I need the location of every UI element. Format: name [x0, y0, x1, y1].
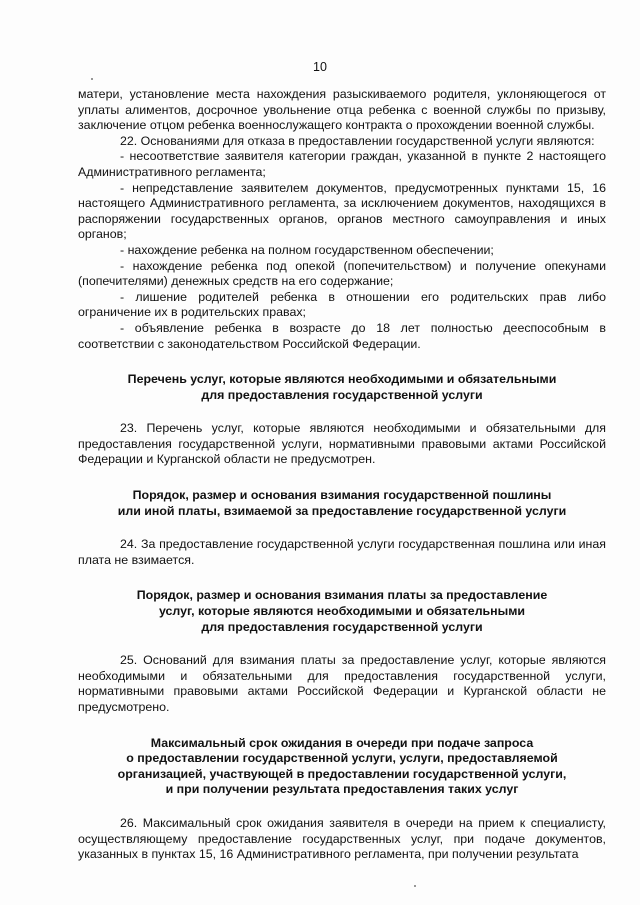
list-item: - непредставление заявителем документов, предусмотренных пунктами 15, 16 настоящего Административного регламента, за исключением документов, находящихся в распоряжении государственных органов, органов местного самоуправления и иных органов;	[78, 180, 606, 242]
section-heading	[78, 736, 606, 798]
heading-line: Порядок, размер и основания взимания государственной пошлины	[132, 488, 552, 503]
section-heading	[78, 488, 606, 519]
heading-line: и при получении результата предоставления таких услуг	[165, 782, 519, 797]
paragraph-26: 26. Максимальный срок ожидания заявителя в очереди на прием к специалисту, осуществляющему предоставление государственных услуг, при подаче документов, указанных в пунктах 15, 16 Административного регламента, при получении результата	[78, 815, 606, 862]
page-number: 10	[313, 60, 327, 74]
list-item: - нахождение ребенка под опекой (попечительством) и получение опекунами (попечителями) денежных средств на его содержание;	[78, 258, 606, 289]
document-body	[78, 87, 606, 863]
heading-line: услуг, которые являются необходимыми и обязательными	[158, 604, 526, 619]
heading-line: организацией, участвующей в предоставлении государственной услуги,	[117, 766, 567, 781]
paragraph-23: 23. Перечень услуг, которые являются необходимыми и обязательными для предоставления государственной услуги, нормативными правовыми актами Российской Федерации и Курганской области не предусмотрен.	[78, 421, 606, 467]
section-heading	[78, 372, 606, 403]
list-item: - нахождение ребенка на полном государственном обеспечении;	[120, 242, 494, 257]
section-heading	[78, 588, 606, 635]
heading-line: о предоставлении государственной услуги, услуги, предоставляемой	[126, 751, 558, 766]
heading-line: Максимальный срок ожидания в очереди при подаче запроса	[150, 735, 534, 750]
heading-line: или иной платы, взимаемой за предоставление государственной услуги	[117, 503, 567, 518]
heading-line: для предоставления государственной услуги	[201, 387, 483, 402]
list-item: - несоответствие заявителя категории граждан, указанной в пункте 2 настоящего Административного регламента;	[78, 149, 606, 179]
paragraph-22: 22. Основаниями для отказа в предоставлении государственной услуги являются:	[120, 133, 595, 148]
scan-speck	[91, 78, 93, 80]
heading-line: Перечень услуг, которые являются необходимыми и обязательными	[127, 372, 557, 387]
list-item: - объявление ребенка в возрасте до 18 лет полностью дееспособным в соответствии с законодательством Российской Федерации.	[78, 320, 606, 351]
paragraph-25: 25. Оснований для взимания платы за предоставление услуг, которые являются необходимыми и обязательными для предоставления государственной услуги, нормативными правовыми актами Российской Федерации и Курганской области не предусмотрено.	[78, 653, 606, 714]
heading-line: для предоставления государственной услуги	[201, 619, 483, 634]
paragraph-continuation: матери, установление места нахождения разыскиваемого родителя, уклоняющегося от уплаты алиментов, досрочное увольнение отца ребенка с военной службы по призыву, заключение отцом ребенка военнослужащего контракта о прохождении военной службы.	[78, 87, 606, 133]
paragraph-24: 24. За предоставление государственной услуги государственная пошлина или иная плата не взимается.	[78, 537, 606, 567]
scan-speck	[414, 885, 416, 887]
list-item: - лишение родителей ребенка в отношении его родительских прав либо ограничение их в родительских правах;	[78, 289, 606, 320]
heading-line: Порядок, размер и основания взимания платы за предоставление	[136, 588, 548, 603]
